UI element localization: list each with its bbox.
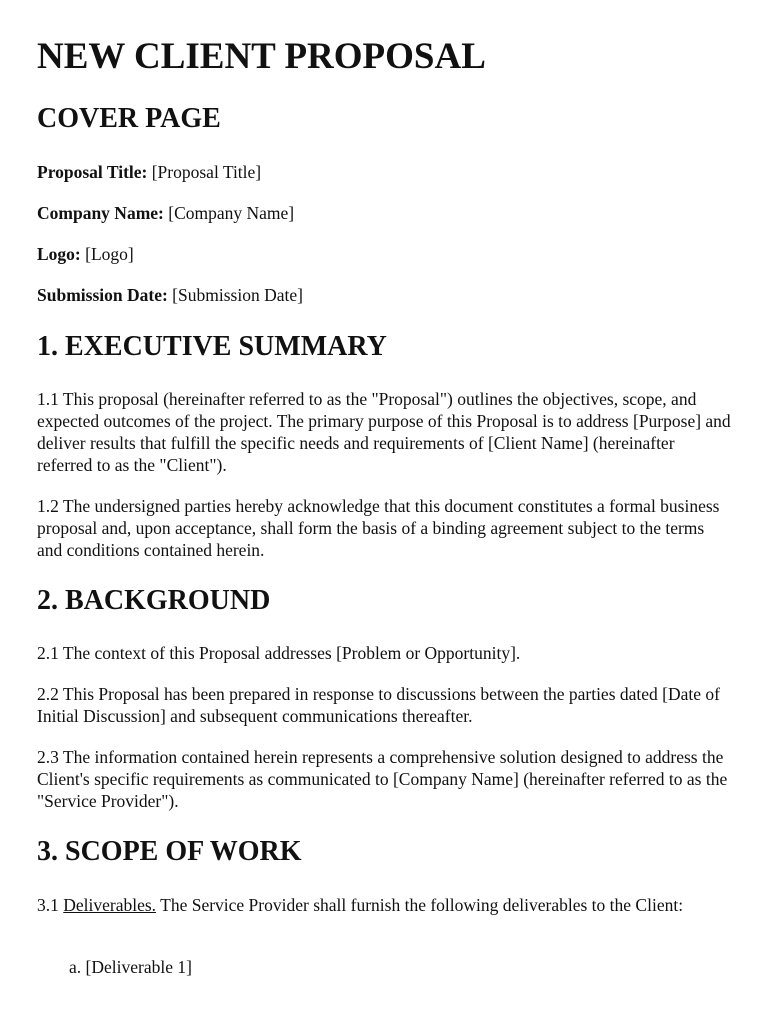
company-name-value: [Company Name] bbox=[168, 203, 295, 223]
document-title: NEW CLIENT PROPOSAL bbox=[37, 36, 486, 77]
cover-page-heading: COVER PAGE bbox=[37, 103, 221, 134]
scope-of-work-heading: 3. SCOPE OF WORK bbox=[37, 836, 302, 867]
submission-date-value: [Submission Date] bbox=[172, 285, 303, 305]
logo-label: Logo: bbox=[37, 244, 81, 264]
paragraph-2-1: 2.1 The context of this Proposal addresses [Problem or Opportunity]. bbox=[37, 643, 521, 663]
paragraph-1-2: 1.2 The undersigned parties hereby acknowledge that this document constitutes a formal business proposal and, upon acceptance, shall form the basis of a binding agreement subject to the terms and conditions contained herein. bbox=[37, 496, 720, 560]
paragraph-2-3: 2.3 The information contained herein represents a comprehensive solution designed to address the Client's specific requirements as communicated to [Company Name] (hereinafter referred to as the "Service Provider"). bbox=[37, 747, 728, 811]
submission-date-field bbox=[37, 284, 303, 306]
deliverable-item: a. [Deliverable 1] bbox=[69, 957, 192, 977]
clause-text: The Service Provider shall furnish the following deliverables to the Client: bbox=[160, 895, 684, 915]
company-name-label: Company Name: bbox=[37, 203, 164, 223]
paragraph-3-1 bbox=[37, 894, 732, 916]
deliverables-term: Deliverables. bbox=[63, 895, 157, 915]
submission-date-label: Submission Date: bbox=[37, 285, 168, 305]
executive-summary-heading: 1. EXECUTIVE SUMMARY bbox=[37, 331, 387, 362]
paragraph-2-2: 2.2 This Proposal has been prepared in response to discussions between the parties dated [Date of Initial Discussion] and subsequent communications thereafter. bbox=[37, 684, 720, 726]
proposal-title-label: Proposal Title: bbox=[37, 162, 148, 182]
background-heading: 2. BACKGROUND bbox=[37, 585, 271, 616]
proposal-title-field bbox=[37, 161, 261, 183]
logo-field bbox=[37, 243, 134, 265]
logo-value: [Logo] bbox=[85, 244, 134, 264]
clause-number: 3.1 bbox=[37, 895, 59, 915]
proposal-title-value: [Proposal Title] bbox=[151, 162, 262, 182]
company-name-field bbox=[37, 202, 294, 224]
paragraph-1-1: 1.1 This proposal (hereinafter referred to as the "Proposal") outlines the objectives, scope, and expected outcomes of the project. The primary purpose of this Proposal is to address [Purpose] and deliver results that fulfill the specific needs and requirements of [Client Name] (hereinafter referred to as the "Client"). bbox=[37, 389, 731, 475]
